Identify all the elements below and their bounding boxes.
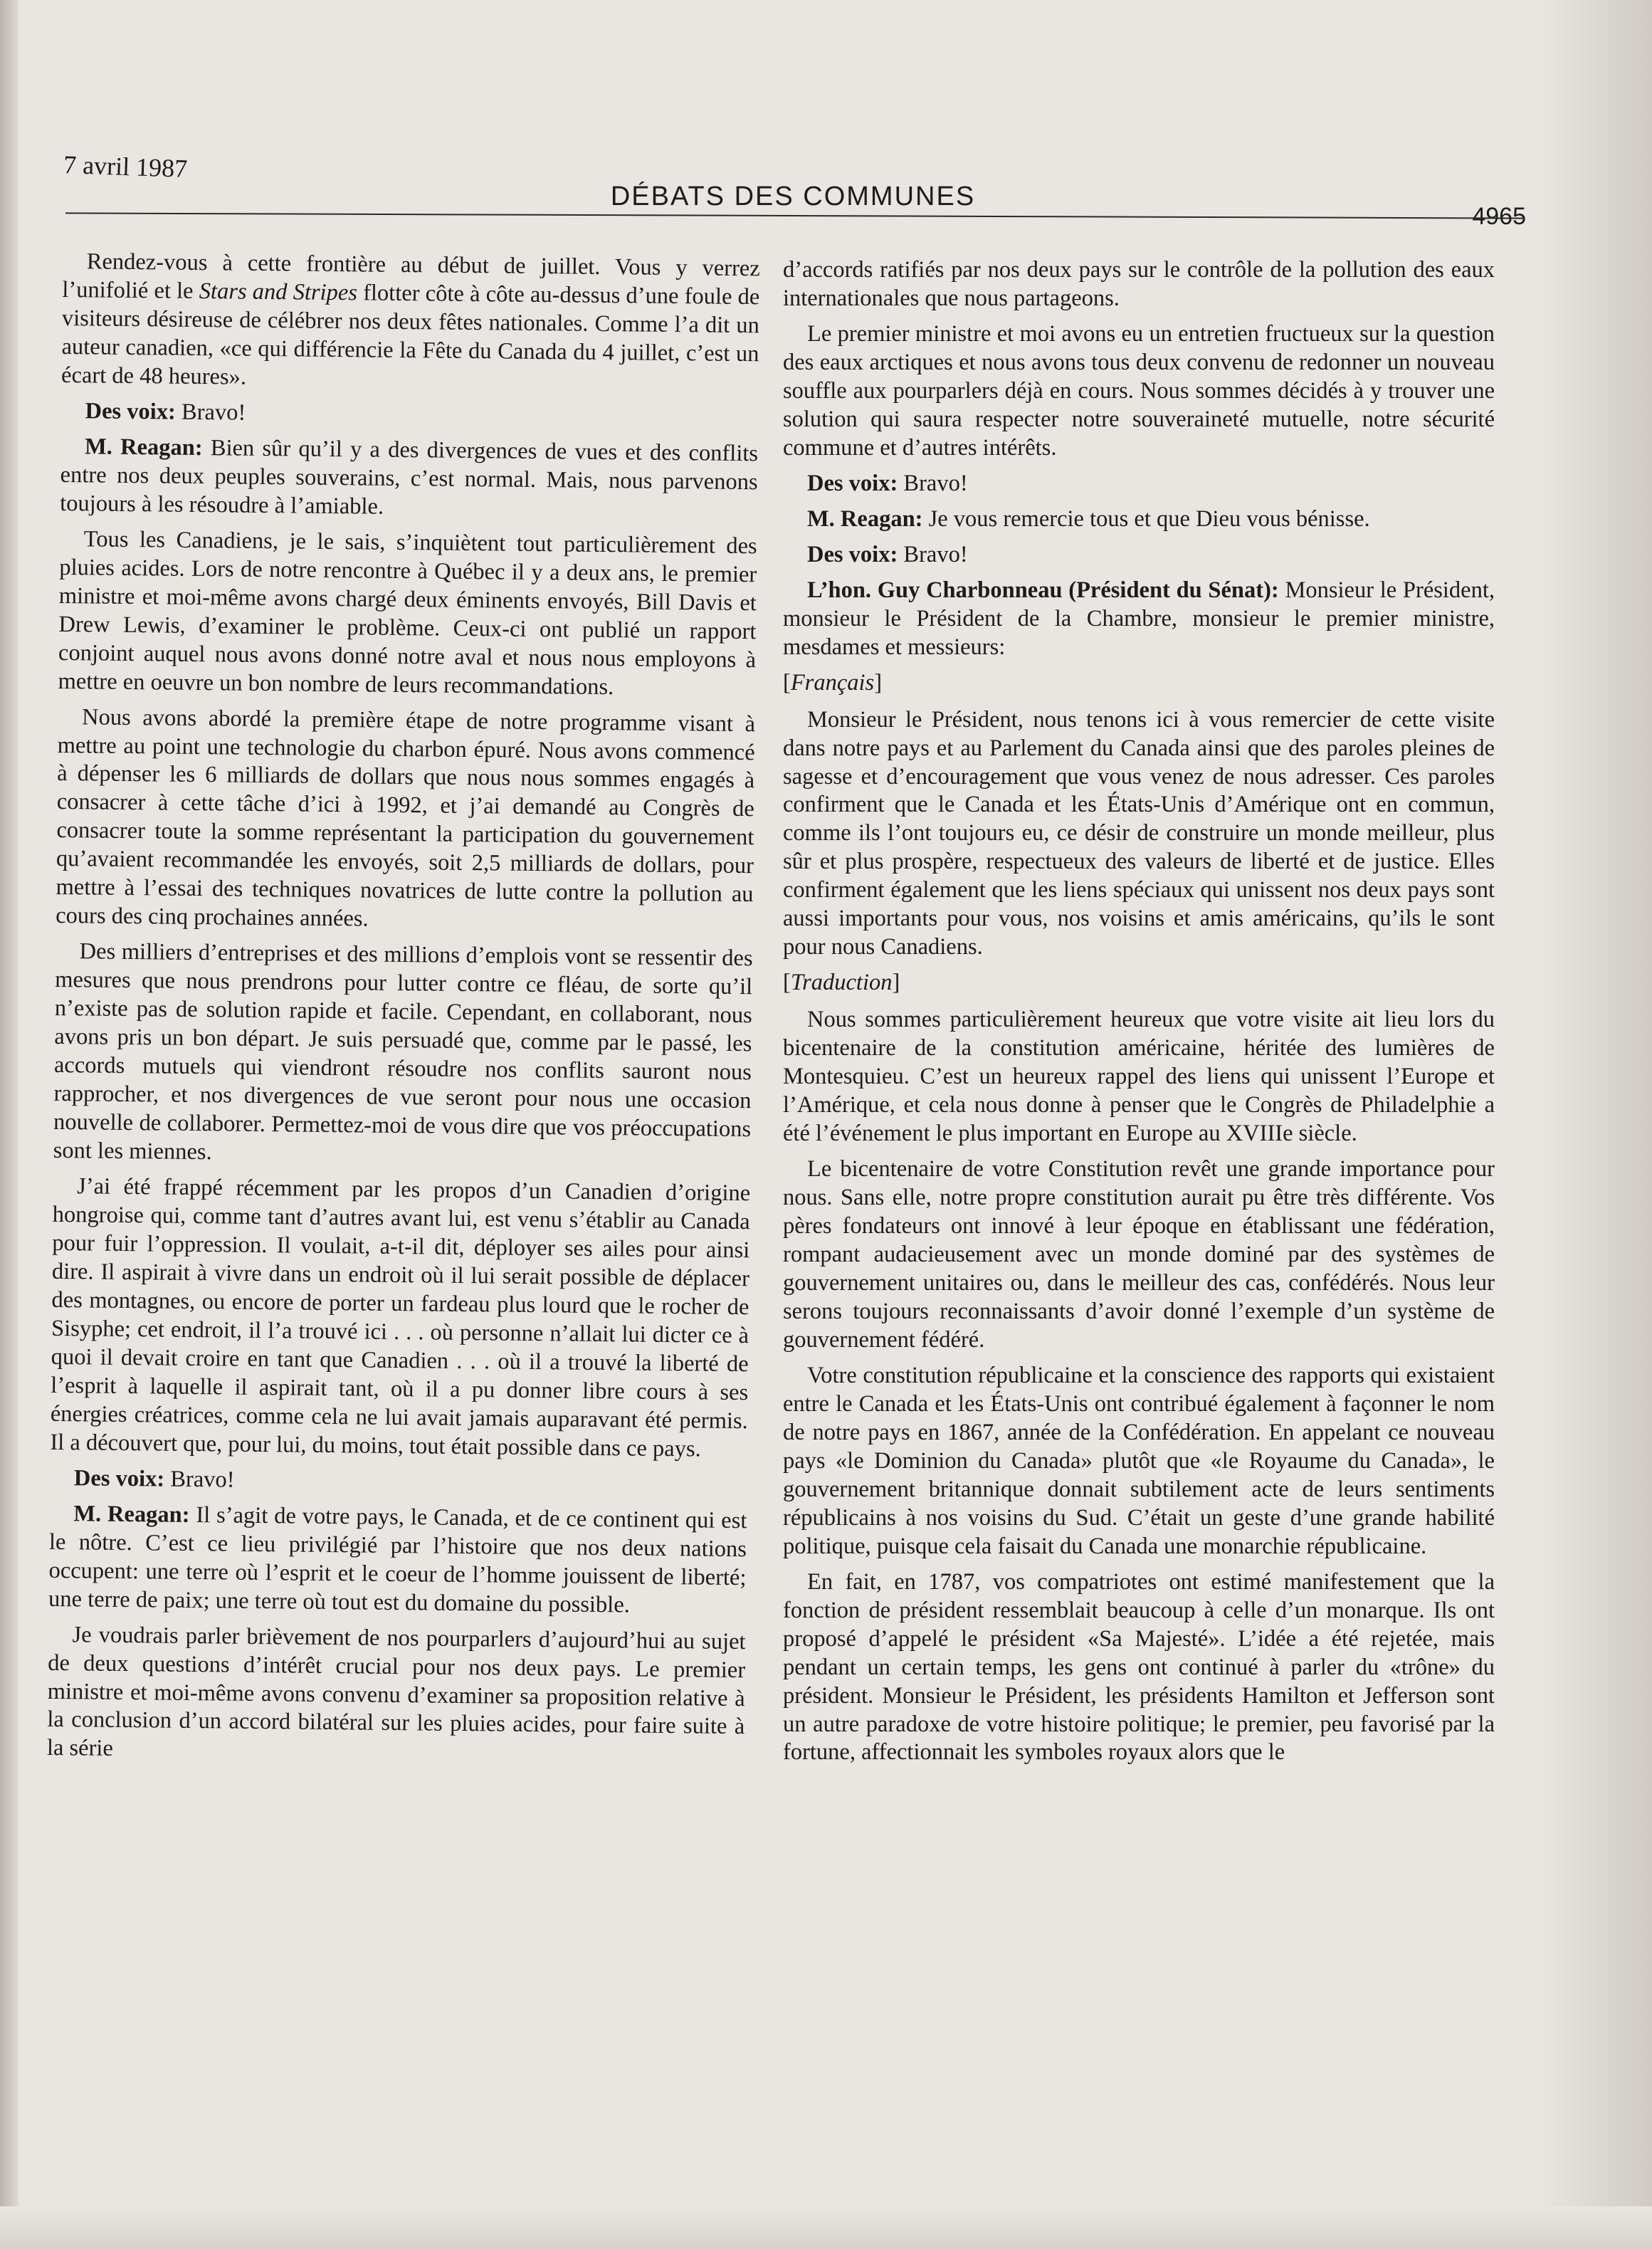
paragraph: Monsieur le Président, nous tenons ici à vous remercier de cette visite dans notre pays et au Parlement du Canada ainsi que des paroles pleines de sagesse et d’encouragement que vous venez de nous adresser. Ces paroles confirment que le Canada et les États-Unis d’Amérique ont en commun, comme ils l’ont toujours eu, ce désir de construire un monde meilleur, plus sûr et plus prospère, respectueux des valeurs de liberté et de justice. Elles confirment également que les liens spéciaux qui unissent nos deux pays sont aussi importants pour vous, nos voisins et amis américains, qu’ils le sont pour nous Canadiens. <box>783 706 1495 960</box>
header-title: DÉBATS DES COMMUNES <box>610 182 976 211</box>
paragraph: d’accords ratifiés par nos deux pays sur le contrôle de la pollution des eaux internationales que nous partageons. <box>783 257 1495 311</box>
paragraph: Nous sommes particulièrement heureux que votre visite ait lieu lors du bicentenaire de la constitution américaine, héritée des lumières de Montesquieu. C’est un heureux rappel des liens qui unissent l’Europe et l’Amérique, et cela nous donne à penser que le Congrès de Philadelphie a été l’événement le plus important en Europe au XVIIIe siècle. <box>783 1007 1495 1147</box>
paragraph: Rendez-vous à cette frontière au début de juillet. Vous y verrez l’unifolié et le Stars and Stripes flotter côte à côte au-dessus d’une foule de visiteurs désireuse de célébrer nos deux fêtes nationales. Comme l’a dit un auteur canadien, «ce qui différencie la Fête du Canada du 4 juillet, c’est un écart de 48 heures». <box>60 248 760 390</box>
paragraph: Je voudrais parler brièvement de nos pourparlers d’aujourd’hui au sujet de deux questions d’intérêt crucial pour nos deux pays. Le premier ministre et moi-même avons convenu d’examiner sa proposition relative à la conclusion d’un accord bilatéral sur les pluies acides, pour faire suite à la série <box>46 1621 746 1762</box>
speaker-name: L’hon. Guy Charbonneau (Président du Sénat): <box>807 577 1279 603</box>
page-edge-shadow <box>1538 0 1652 2249</box>
paragraph: Votre constitution républicaine et la conscience des rapports qui existaient entre le Canada et les États-Unis ont contribué également à façonner le nom de notre pays en 1867, année de la Confédération. En appelant ce nouveau pays «le Dominion du Canada» plutôt que «le Royaume du Canada», le gouvernement britannique donnait subtilement acte de leurs sentiments républicains à nos voisins du Sud. C’était un geste d’une grande habilité politique, puisque cela faisait du Canada une monarchie républicaine. <box>783 1362 1495 1559</box>
paragraph: Nous avons abordé la première étape de notre programme visant à mettre au point une technologie du charbon épuré. Nous avons commencé à dépenser les 6 milliards de dollars que nous nous sommes engagés à consacrer à cette tâche d’ici à 1992, et j’ai demandé au Congrès de consacrer toute la somme représentant la participation du gouvernement qu’avaient recommandée les envoyés, soit 2,5 milliards de dollars, pour mettre à l’essai des techniques novatrices de lutte contre la pollution au cours des cinq prochaines années. <box>55 703 756 932</box>
page-binding-shadow <box>0 0 19 2249</box>
speaker-name: Des voix: <box>73 1464 165 1492</box>
speaker-name: M. Reagan: <box>807 505 923 532</box>
speech: Des voix: Bravo! <box>73 1464 235 1493</box>
speech: M. Reagan: Il s’agit de votre pays, le Canada, et de ce continent qui est le nôtre. C’est ce lieu privilégié par l’histoire que nos deux nations occupent: une terre où l’esprit et le coeur de l’homme jouissent de liberté; une terre de paix; une terre où tout est du domaine du possible. <box>48 1500 747 1618</box>
page-bottom-shadow <box>0 2206 1652 2249</box>
right-column <box>783 256 1495 1774</box>
paragraph: Le bicentenaire de votre Constitution revêt une grande importance pour nous. Sans elle, notre propre constitution aurait pu être très différente. Vos pères fondateurs ont innové à leur époque en établissant une fédération, rompant audacieusement avec un monde dominé par des systèmes de gouvernement unitaires ou, dans le meilleur des cas, confédérés. Nous leur serons toujours reconnaissants d’avoir donné l’exemple d’un système de gouvernement fédéré. <box>783 1156 1495 1353</box>
speaker-name: Des voix: <box>807 470 898 496</box>
paragraph: En fait, en 1787, vos compatriotes ont estimé manifestement que la fonction de président ressemblait beaucoup à celle d’un monarque. Ils ont proposé d’appelé le président «Sa Majesté». L’idée a été rejetée, mais pendant un certain temps, les gens ont continué à parler du «trône» du président. Monsieur le Président, les présidents Hamilton et Jefferson sont un autre paradoxe de votre histoire politique; le premier, peu favorisé par la fortune, affectionnait les symboles royaux alors que le <box>783 1568 1495 1766</box>
speech: Des voix: Bravo! <box>85 398 246 426</box>
paragraph: Tous les Canadiens, je le sais, s’inquiètent tout particulièrement des pluies acides. Lors de notre rencontre à Québec il y a deux ans, le premier ministre et moi-même avons chargé deux éminents envoyés, Bill Davis et Drew Lewis, d’examiner le problème. Ceux-ci ont publié un rapport conjoint auquel nous avons donné notre aval et nous nous employons à mettre en oeuvre un bon nombre de leurs recommandations. <box>58 526 757 700</box>
speech: M. Reagan: Je vous remercie tous et que Dieu vous bénisse. <box>807 505 1370 532</box>
speech: Des voix: Bravo! <box>807 470 968 496</box>
paragraph: Le premier ministre et moi avons eu un entretien fructueux sur la question des eaux arctiques et nous avons tous deux convenu de redonner un nouveau souffle aux pourparlers déjà en cours. Nous sommes décidés à y trouver une solution qui saura respecter notre souveraineté mutuelle, notre sécurité commune et d’autres intérêts. <box>783 320 1495 461</box>
left-column <box>47 248 760 1778</box>
speaker-name: M. Reagan: <box>84 434 203 461</box>
language-marker: [Français] <box>783 669 883 696</box>
speech: M. Reagan: Bien sûr qu’il y a des divergences de vues et des conflits entre nos deux peuples souverains, c’est normal. Mais, nous parvenons toujours à les résoudre à l’amiable. <box>60 434 759 520</box>
speaker-name: Des voix: <box>807 541 898 567</box>
speaker-name: M. Reagan: <box>73 1500 190 1528</box>
emphasis: Stars and Stripes <box>199 278 358 306</box>
header-date: 7 avril 1987 <box>63 150 188 184</box>
speaker-name: Des voix: <box>85 398 177 425</box>
paragraph: Des milliers d’entreprises et des millions d’emplois vont se ressentir des mesures que nous prendrons pour lutter contre ce fléau, de sorte qu’il n’existe pas de solution rapide et facile. Cependant, en collaborant, nous avons pris un bon départ. Je suis persuadé que, comme par le passé, les accords mutuels qui viendront résoudre nos conflits sauront nous rapprocher, et nos divergences de vue seront pour nous une occasion nouvelle de collaborer. Permettez-moi de vous dire que vos préoccupations sont les miennes. <box>53 938 753 1165</box>
paragraph: J’ai été frappé récemment par les propos d’un Canadien d’origine hongroise qui, comme tant d’autres avant lui, est venu s’établir au Canada pour fuir l’oppression. Il voulait, a-t-il dit, déployer ses ailes pour ainsi dire. Il aspirait à vivre dans un endroit où il lui serait possible de déplacer des montagnes, ou encore de porter un fardeau plus lourd que le rocher de Sisyphe; cet endroit, il l’a trouvé ici . . . où personne n’allait lui dicter ce à quoi il devait croire en tant que Canadien . . . où il a trouvé la liberté de l’esprit à laquelle il aspirait tant, où il a pu donner libre cours à ses énergies créatrices, comme cela ne lui avait jamais auparavant été permis. Il a découvert que, pour lui, du moins, tout était possible dans ce pays. <box>50 1173 751 1462</box>
speech: Des voix: Bravo! <box>807 541 968 567</box>
page-number: 4965 <box>1472 203 1526 230</box>
speech: L’hon. Guy Charbonneau (Président du Sénat): Monsieur le Président, monsieur le Président de la Chambre, monsieur le premier ministre, mesdames et messieurs: <box>783 577 1495 660</box>
page-header <box>60 150 1526 230</box>
language-marker: [Traduction] <box>783 970 900 996</box>
